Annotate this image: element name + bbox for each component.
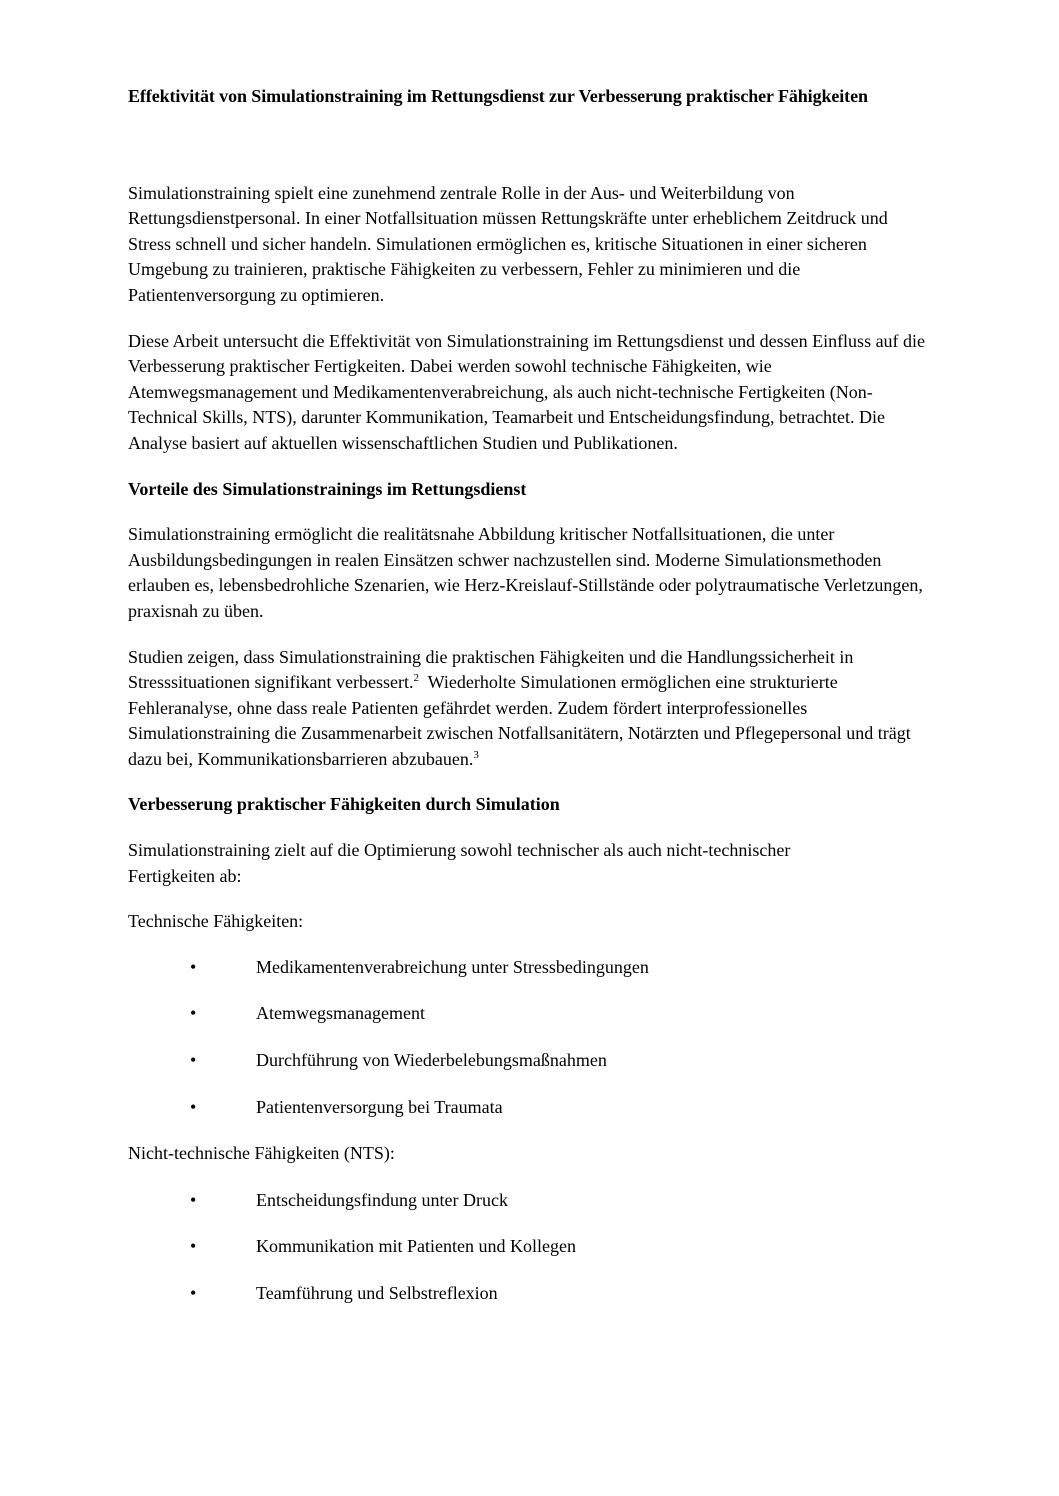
list-spacer <box>128 1027 940 1048</box>
bullet-icon: • <box>190 1283 197 1303</box>
document-title: Effektivität von Simulationstraining im Rettungsdienst zur Verbesserung praktischer Fähigkeiten <box>128 86 868 106</box>
list-item-text: Kommunikation mit Patienten und Kollegen <box>256 1236 576 1257</box>
list-item-text: Atemwegsmanagement <box>256 1003 425 1024</box>
section1-paragraph-2-text-b: Wiederholte Simulationen ermöglichen eine strukturierte Fehleranalyse, ohne dass reale Patienten gefährdet werden. Zudem fördert interprofessionelles Simulationstraining die Zusammenarbeit zwischen Notfallsanitätern, Notärzten und Pflegepersonal und trägt dazu bei, Kommunikationsbarrieren abzubauen. <box>128 672 916 769</box>
list-item-text: Medikamentenverabreichung unter Stressbedingungen <box>256 956 649 977</box>
bullet-icon: • <box>190 1236 197 1257</box>
list-item <box>128 955 940 981</box>
list-item <box>128 1001 940 1027</box>
list-item <box>128 1281 940 1307</box>
bullet-icon: • <box>190 1003 197 1024</box>
bullet-icon: • <box>190 956 197 977</box>
section-heading-verbesserung: Verbesserung praktischer Fähigkeiten durch Simulation <box>128 794 560 815</box>
list-item <box>128 1188 940 1214</box>
section1-paragraph-2 <box>128 645 928 773</box>
list-item-text: Entscheidungsfindung unter Druck <box>256 1189 508 1210</box>
nontechnical-skills-list <box>128 1188 940 1307</box>
bullet-icon: • <box>190 1189 197 1210</box>
section1-paragraph-1: Simulationstraining ermöglicht die realitätsnahe Abbildung kritischer Notfallsituationen, die unter Ausbildungsbedingungen in realen Einsätzen schwer nachzustellen sind. Moderne Simulationsmethoden erlauben es, lebensbedrohliche Szenarien, wie Herz-Kreislauf-Stillstände oder polytraumatische Verletzungen, praxisnah zu üben. <box>128 524 923 621</box>
bullet-icon: • <box>190 1096 197 1117</box>
list-item-text: Patientenversorgung bei Traumata <box>256 1096 503 1117</box>
list-spacer <box>128 980 940 1001</box>
list-item <box>128 1048 940 1074</box>
technical-skills-list <box>128 955 940 1120</box>
section1-paragraph-2-text-a: Studien zeigen, dass Simulationstraining die praktischen Fähigkeiten und die Handlungssicherheit in Stresssituationen signifikant verbessert. <box>128 646 854 693</box>
list-item <box>128 1095 940 1121</box>
intro-paragraph-1: Simulationstraining spielt eine zunehmend zentrale Rolle in der Aus- und Weiterbildung von Rettungsdienstpersonal. In einer Notfallsituation müssen Rettungskräfte unter erheblichem Zeitdruck und Stress schnell und sicher handeln. Simulationen ermöglichen es, kritische Situationen in einer sicheren Umgebung zu trainieren, praktische Fähigkeiten zu verbessern, Fehler zu minimieren und die Patientenversorgung zu optimieren. <box>128 182 888 305</box>
section2-intro: Simulationstraining zielt auf die Optimierung sowohl technischer als auch nicht-technischer Fertigkeiten ab: <box>128 840 791 886</box>
list-item-text: Teamführung und Selbstreflexion <box>256 1283 498 1303</box>
bullet-icon: • <box>190 1050 197 1071</box>
footnote-ref-2[interactable]: 2 <box>413 672 419 685</box>
list-item-text: Durchführung von Wiederbelebungsmaßnahmen <box>256 1050 607 1071</box>
nontechnical-skills-label: Nicht-technische Fähigkeiten (NTS): <box>128 1143 395 1164</box>
intro-paragraph-2: Diese Arbeit untersucht die Effektivität von Simulationstraining im Rettungsdienst und dessen Einfluss auf die Verbesserung praktischer Fertigkeiten. Dabei werden sowohl technische Fähigkeiten, wie Atemwegsmanagement und Medikamentenverabreichung, als auch nicht-technische Fertigkeiten (Non-Technical Skills, NTS), darunter Kommunikation, Teamarbeit und Entscheidungsfindung, betrachtet. Die Analyse basiert auf aktuellen wissenschaftlichen Studien und Publikationen. <box>128 330 926 453</box>
list-item <box>128 1234 940 1260</box>
list-spacer <box>128 1260 940 1281</box>
section-heading-vorteile: Vorteile des Simulationstrainings im Rettungsdienst <box>128 478 527 499</box>
list-spacer <box>128 1213 940 1234</box>
technical-skills-label: Technische Fähigkeiten: <box>128 911 304 932</box>
list-spacer <box>128 1074 940 1095</box>
document-content <box>128 84 940 1307</box>
footnote-ref-3[interactable]: 3 <box>473 748 479 761</box>
